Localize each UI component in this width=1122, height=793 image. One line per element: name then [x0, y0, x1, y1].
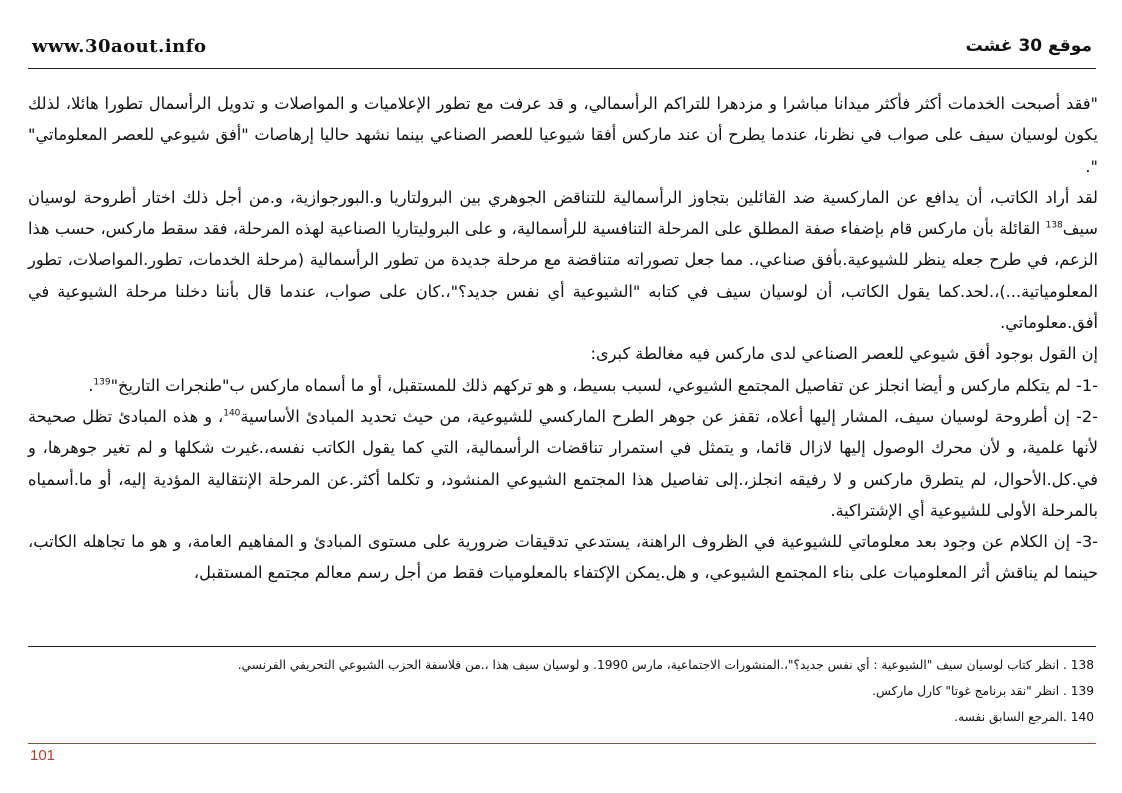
footnote-ref-139[interactable]: 139: [93, 377, 111, 388]
paragraph-text-continued: .: [88, 375, 94, 395]
footer-divider: [28, 743, 1096, 744]
paragraph-point-2: [28, 401, 1098, 526]
body-text: [28, 88, 1098, 589]
page-header: [28, 28, 1096, 69]
paragraph-text: لقد أراد الكاتب، أن يدافع عن الماركسية ضد القائلين بتجاوز الرأسمالية للتناقض الجوهري بين البرولتاريا و.البورجوازية، و.من أجل ذلك اختار أطروحة لوسيان سيف: [28, 187, 1098, 239]
site-name: موقع 30 غشت: [965, 36, 1092, 56]
page-number: 101: [30, 747, 56, 764]
footnote-140: 140 .المرجع السابق نفسه.: [954, 710, 1094, 724]
footnote-ref-140[interactable]: 140: [223, 408, 241, 419]
paragraph-text-continued: القائلة بأن ماركس قام بإضفاء صفة المطلق على المرحلة التنافسية للرأسمالية، و على البروليتاريا الصناعية لهذه المرحلة، فقد سقط ماركس، حسب هذا الزعم، في طرح جعله ينظر للشيوعية.بأفق صناعي،. مما جعل تصوراته متناقضة مع مرحلة جديدة من تطور الرأسمالية (مرحلة الخدمات، تطور.المواصلات، تطور المعلومياتية...)،.لحد.كما يقول الكاتب، أن لوسيان سيف في كتابه "الشيوعية أي نفس جديد؟"،.كان على صواب، عندما قال بأننا دخلنا مرحلة الشيوعية في أفق.معلوماتي.: [28, 219, 1098, 333]
paragraph-thesis: [28, 338, 1098, 369]
footnote-ref-138[interactable]: 138: [1045, 220, 1063, 231]
paragraph-text: -3- إن الكلام عن وجود بعد معلوماتي للشيوعية في الظروف الراهنة، يستدعي تدقيقات ضرورية على مستوى المبادئ و المفاهيم العامة، و هو ما تجاهله الكاتب، حينما لم يناقش أثر المعلوميات على بناء المجتمع الشيوعي، و هل.يمكن الإكتفاء بالمعلوميات فقط من أجل رسم معالم مجتمع المستقبل،: [28, 532, 1098, 583]
paragraph-text-continued: ، و هذه المبادئ تظل صحيحة لأنها علمية، و لأن محرك الوصول إليها لازال قائما، و يتمثل في استمرار تناقضات الرأسمالية، التي كما يقول الكاتب نفسه،.غيرت شكلها و لم تغير جوهرها، و في.كل.الأحوال، لم يتطرق ماركس و لا رفيقه انجلز،.إلى تفاصيل هذا المجتمع الشيوعي المنشود، و تكلما أكثر.عن المرحلة الإنتقالية المؤدية إليه، أو ما.أسمياه بالمرحلة الأولى للشيوعية أي الإشتراكية.: [28, 406, 1098, 520]
paragraph-point-3: [28, 526, 1098, 589]
footnotes: [28, 652, 1094, 730]
paragraph-text: -2- إن أطروحة لوسيان سيف، المشار إليها أعلاه، تقفز عن جوهر الطرح الماركسي للشيوعية، من حيث تحديد المبادئ الأساسية: [240, 406, 1098, 426]
footnote-138: 138 . انظر كتاب لوسيان سيف "الشيوعية : أي نفس جديد؟"،.المنشورات الاجتماعية، مارس 1990. و لوسيان سيف هذا ،.من فلاسفة الحزب الشيوعي التحريفي الفرنسي.: [237, 658, 1094, 672]
paragraph-text: "فقد أصبحت الخدمات أكثر فأكثر ميدانا مباشرا و مزدهرا للتراكم الرأسمالي، و قد عرفت مع تطور الإعلاميات و المواصلات و تدويل الرأسمال تطورا هائلا، لذلك يكون لوسيان سيف على صواب في نظرنا، عندما يطرح أن عند ماركس أفقا شيوعيا للعصر الصناعي بينما نشهد حاليا إرهاصات "أفق شيوعي للعصر المعلوماتي" ".: [28, 94, 1098, 176]
site-url: www.30aout.info: [32, 36, 207, 57]
footnote-divider: [28, 646, 1096, 647]
paragraph-text: -1- لم يتكلم ماركس و أيضا انجلز عن تفاصيل المجتمع الشيوعي، لسبب بسيط، و هو تركهم ذلك للمستقبل، أو ما أسماه ماركس ب"طنجرات التاريخ": [110, 375, 1098, 395]
paragraph-quote: [28, 88, 1098, 182]
paragraph-author-argument: [28, 182, 1098, 338]
paragraph-text: إن القول بوجود أفق شيوعي للعصر الصناعي لدى ماركس فيه مغالطة كبرى:: [590, 344, 1098, 364]
paragraph-point-1: [28, 370, 1098, 401]
footnote-139: 139 . انظر "نقد برنامج غوتا" كارل ماركس.: [872, 684, 1094, 698]
